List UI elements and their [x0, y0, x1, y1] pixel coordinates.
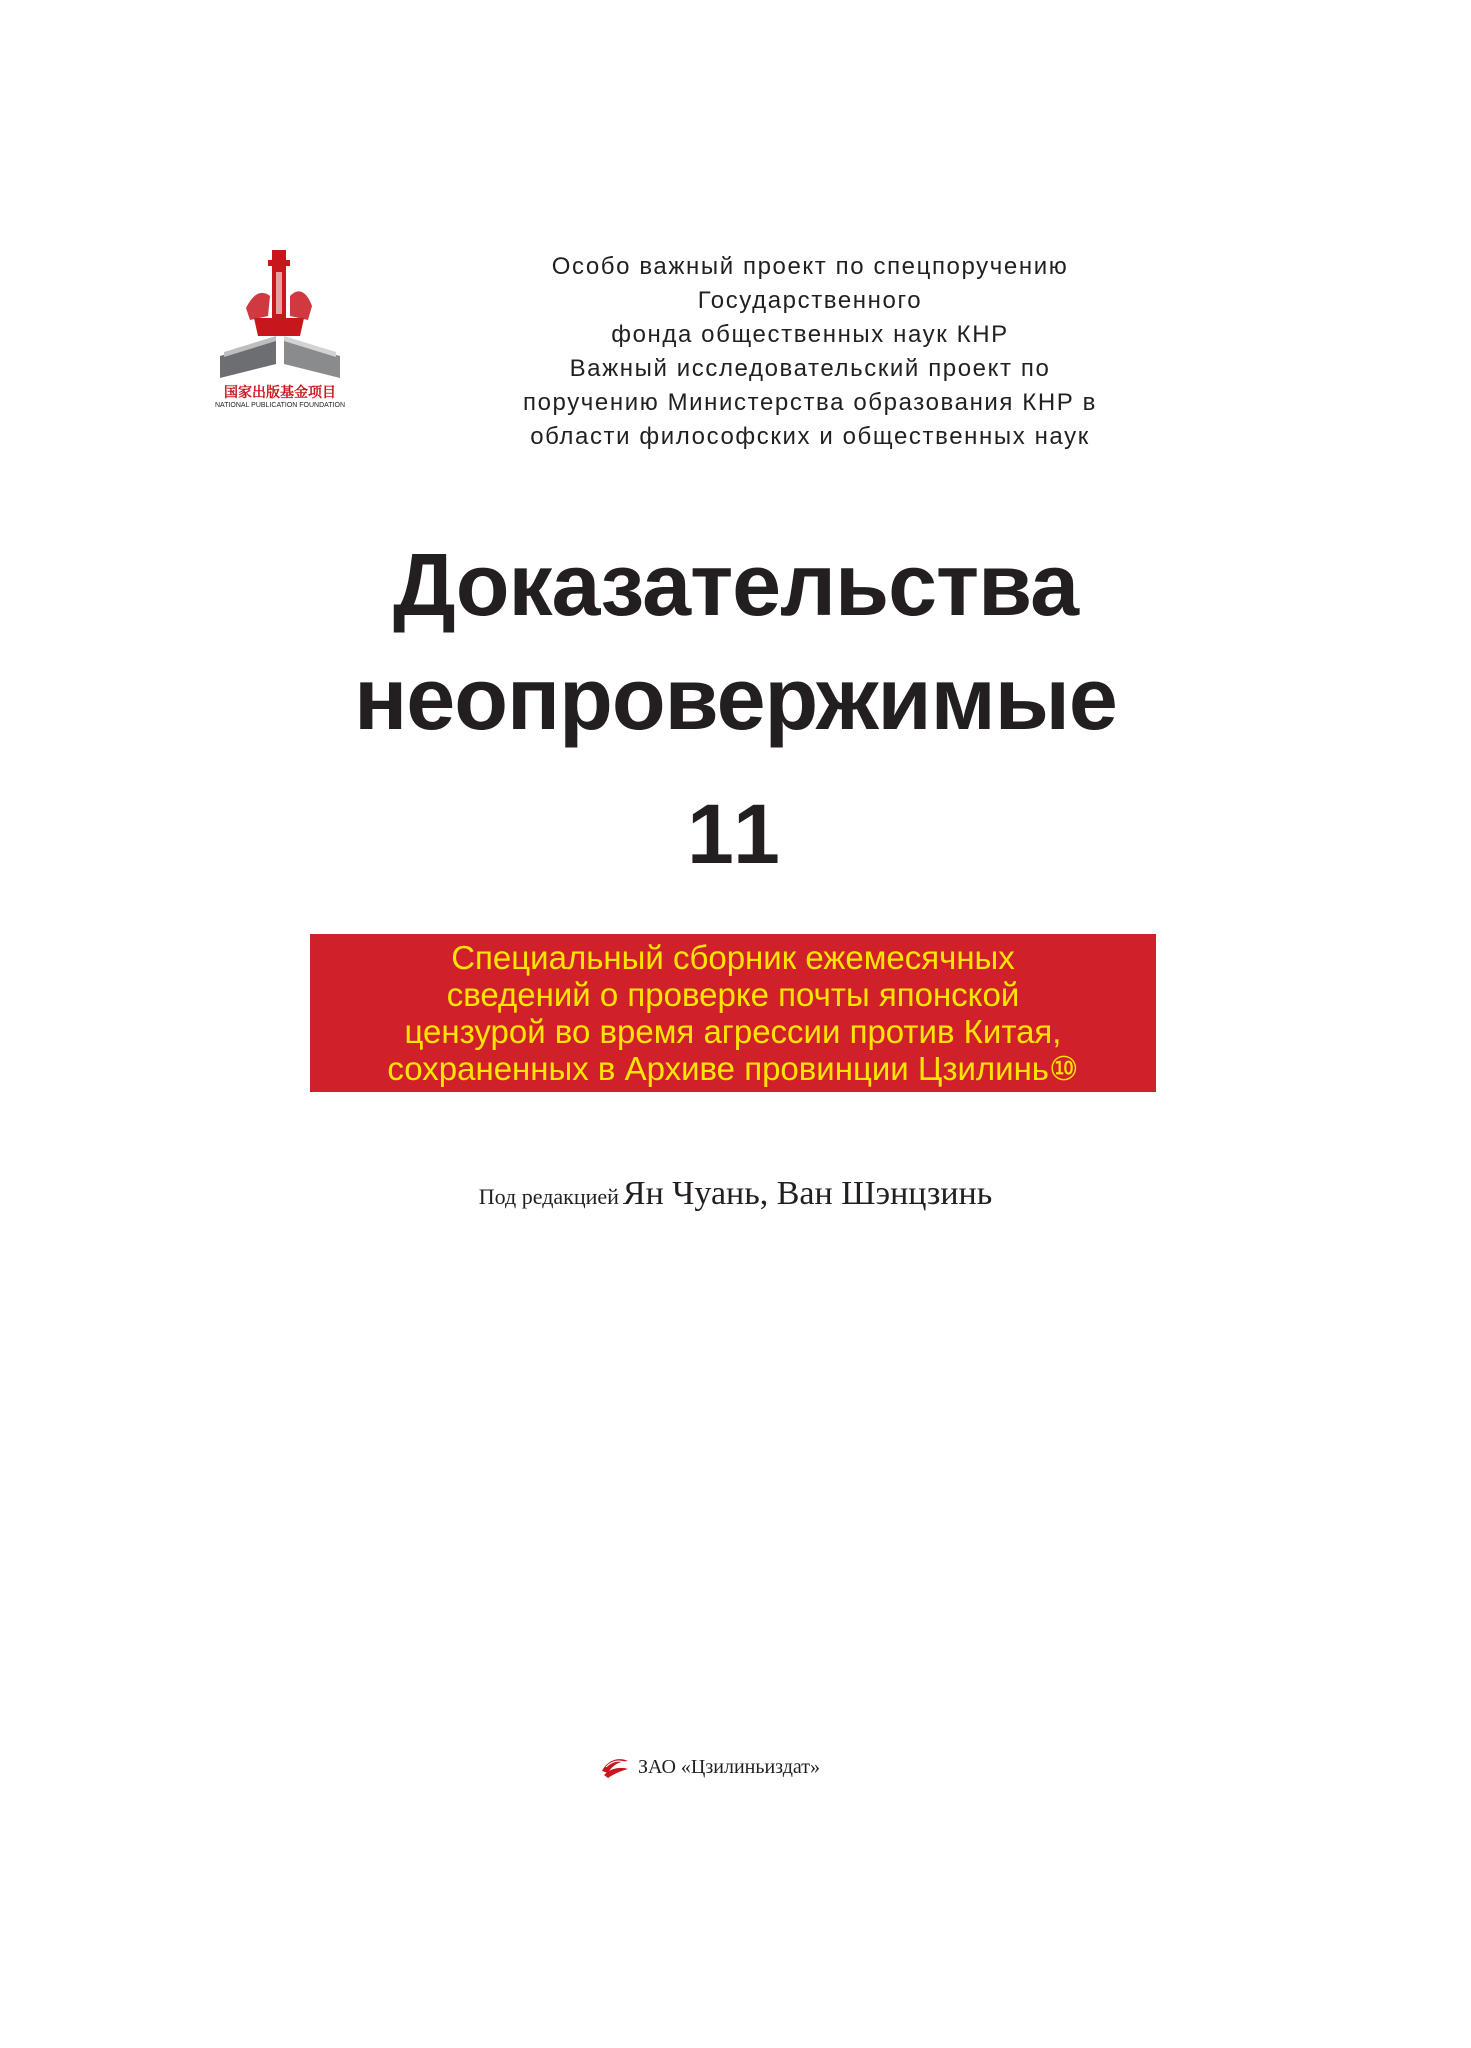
project-line: Важный исследовательский проект по [569, 355, 1051, 382]
subtitle-line: сохраненных в Архиве провинции Цзилинь⑩ [387, 1050, 1079, 1087]
publication-foundation-logo [210, 244, 350, 412]
publisher [600, 1752, 820, 1782]
editor-prefix: Под редакцией [478, 1184, 619, 1209]
subtitle-banner [310, 934, 1156, 1092]
subtitle-line: цензурой во время агрессии против Китая, [404, 1013, 1062, 1050]
book-title-line-1: Доказательства [392, 535, 1079, 634]
subtitle-line: сведений о проверке почты японской [446, 976, 1020, 1013]
logo-english-text: NATIONAL PUBLICATION FOUNDATION [214, 402, 346, 409]
publisher-logo-icon [600, 1755, 630, 1779]
book-title-line-2: неопровержимые [354, 649, 1117, 748]
publisher-name: ЗАО «Цзилиньиздат» [638, 1755, 820, 1778]
monument-book-emblem-icon [210, 244, 350, 380]
project-line: Особо важный проект по спецпоручению [551, 253, 1069, 280]
editor-credit [0, 1175, 1471, 1213]
editor-names: Ян Чуань, Ван Шэнцзинь [622, 1175, 993, 1212]
project-line: Государственного [697, 287, 923, 314]
project-line: области философских и общественных наук [530, 423, 1090, 450]
logo-chinese-text: 国家出版基金项目 [224, 385, 336, 401]
subtitle-line: Специальный сборник ежемесячных [451, 939, 1015, 976]
project-designation [380, 250, 1240, 454]
project-line: фонда общественных наук КНР [611, 321, 1009, 348]
volume-number: 11 [687, 787, 784, 881]
project-line: поручению Министерства образования КНР в [522, 389, 1098, 416]
